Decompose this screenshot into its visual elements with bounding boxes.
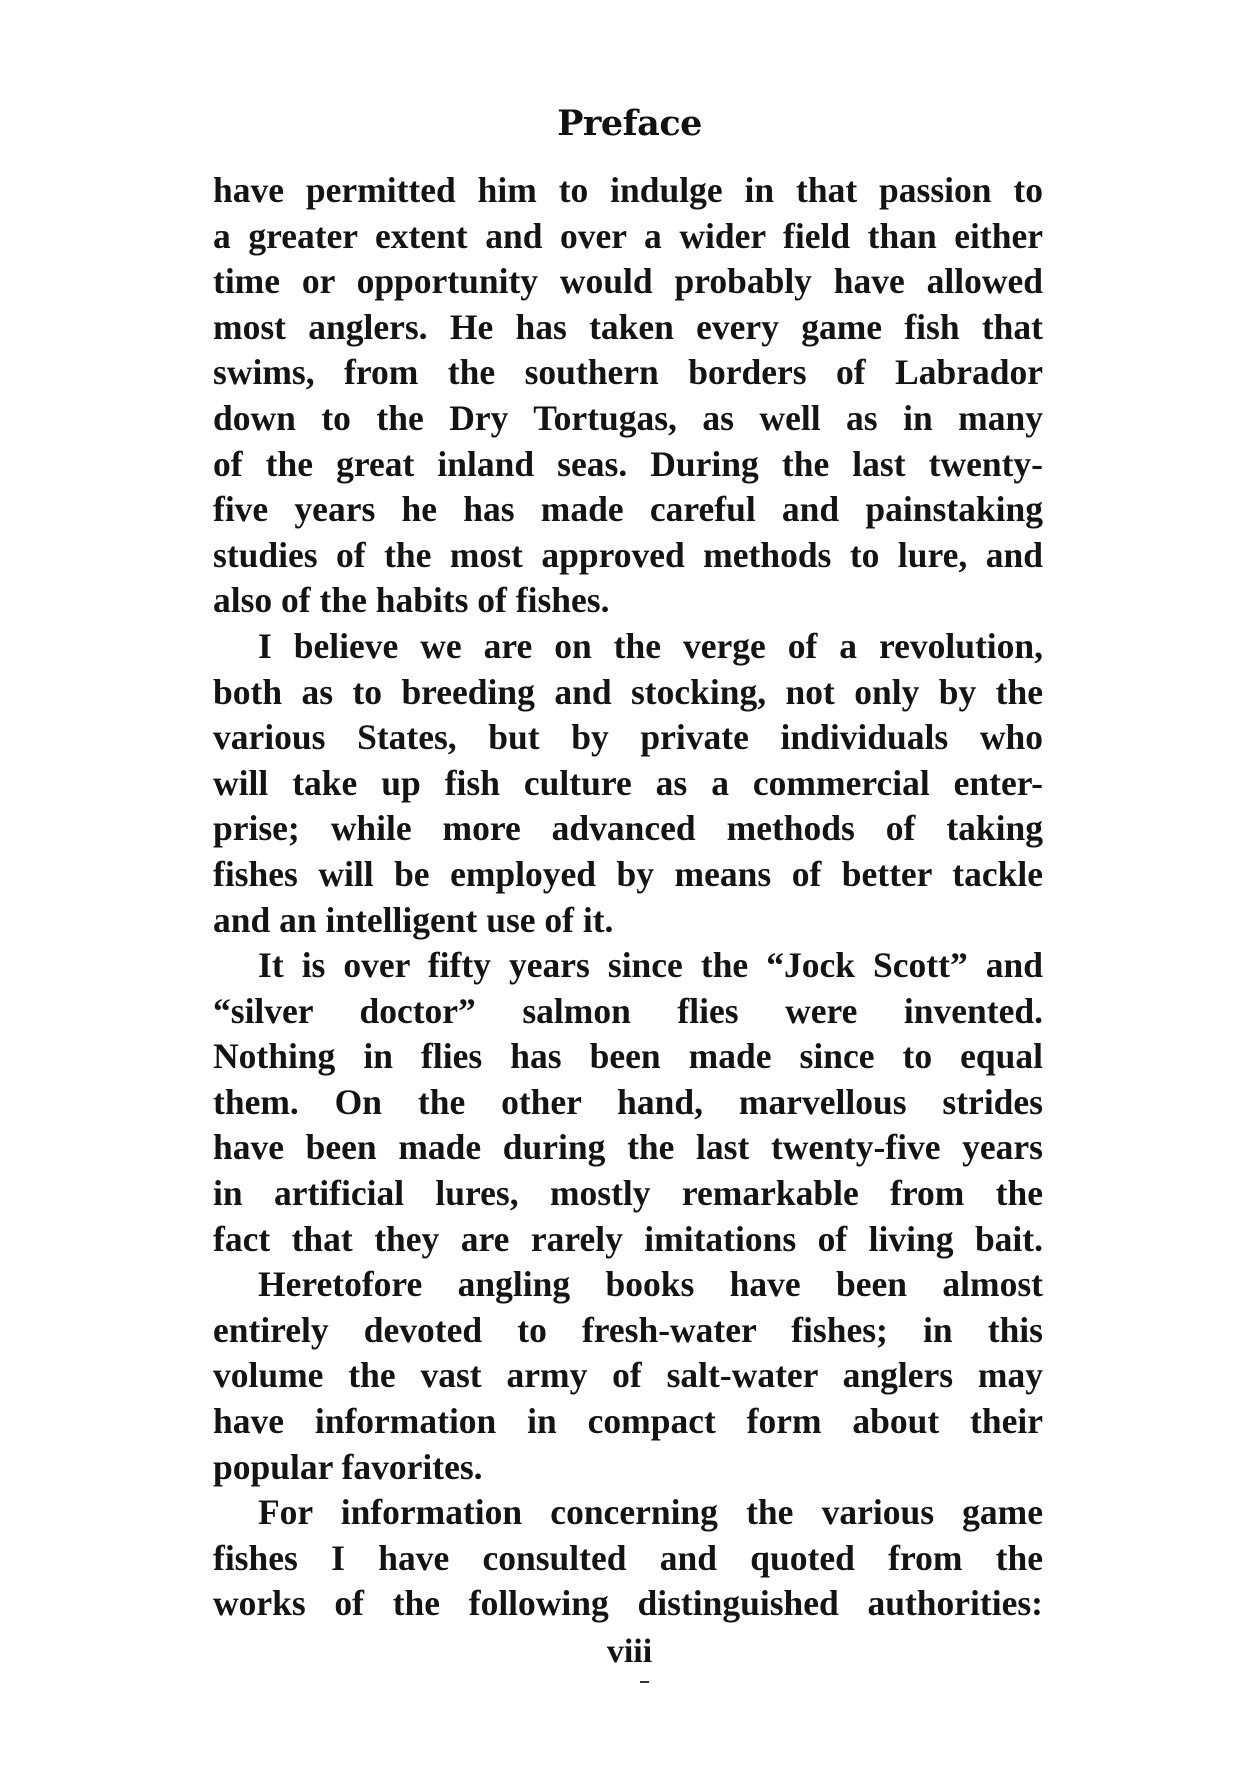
text-line: fact that they are rarely imitations of living bait. bbox=[213, 1218, 1043, 1259]
text-line: various States, but by private individuals who bbox=[213, 717, 1043, 758]
text-line: works of the following distinguished authorities: bbox=[213, 1583, 1043, 1624]
text-line: For information concerning the various game bbox=[258, 1492, 1043, 1533]
text-line: both as to breeding and stocking, not only by the bbox=[213, 671, 1043, 712]
text-line: will take up fish culture as a commercial enter- bbox=[213, 762, 1043, 803]
text-line: prise; while more advanced methods of taking bbox=[213, 808, 1043, 849]
text-line: five years he has made careful and painstaking bbox=[213, 489, 1043, 530]
text-line: of the great inland seas. During the last twenty- bbox=[213, 443, 1043, 484]
text-line: popular favorites. bbox=[213, 1446, 483, 1487]
text-line: a greater extent and over a wider field than either bbox=[213, 215, 1043, 256]
text-line: fishes will be employed by means of better tackle bbox=[213, 853, 1043, 894]
text-line: have information in compact form about their bbox=[213, 1401, 1043, 1442]
text-line: I believe we are on the verge of a revolution, bbox=[258, 625, 1043, 666]
text-line: and an intelligent use of it. bbox=[213, 899, 614, 940]
text-line: have permitted him to indulge in that passion to bbox=[213, 170, 1043, 210]
text-line: Nothing in flies has been made since to equal bbox=[213, 1036, 1043, 1077]
page-number: viii bbox=[606, 1633, 653, 1670]
running-head: Preface bbox=[557, 103, 702, 144]
text-line: swims, from the southern borders of Labrador bbox=[213, 352, 1043, 393]
text-line: down to the Dry Tortugas, as well as in many bbox=[213, 397, 1043, 438]
text-line: most anglers. He has taken every game fish that bbox=[213, 306, 1043, 347]
text-line: Heretofore angling books have been almost bbox=[258, 1264, 1043, 1305]
body-text bbox=[213, 168, 1043, 1627]
text-line: time or opportunity would probably have allowed bbox=[213, 261, 1043, 302]
text-line: them. On the other hand, marvellous strides bbox=[213, 1081, 1043, 1122]
text-line: also of the habits of fishes. bbox=[213, 580, 610, 621]
text-line: studies of the most approved methods to lure, and bbox=[213, 534, 1043, 575]
text-line: “silver doctor” salmon flies were invented. bbox=[213, 990, 1043, 1031]
text-line: fishes I have consulted and quoted from the bbox=[213, 1537, 1043, 1578]
text-line: It is over fifty years since the “Jock Scott” and bbox=[258, 945, 1043, 986]
folio-underline bbox=[640, 1681, 649, 1683]
text-line: volume the vast army of salt-water anglers may bbox=[213, 1355, 1043, 1396]
text-line: entirely devoted to fresh-water fishes; in this bbox=[213, 1309, 1043, 1350]
text-line: have been made during the last twenty-five years bbox=[213, 1127, 1043, 1168]
text-line: in artificial lures, mostly remarkable from the bbox=[213, 1173, 1043, 1214]
